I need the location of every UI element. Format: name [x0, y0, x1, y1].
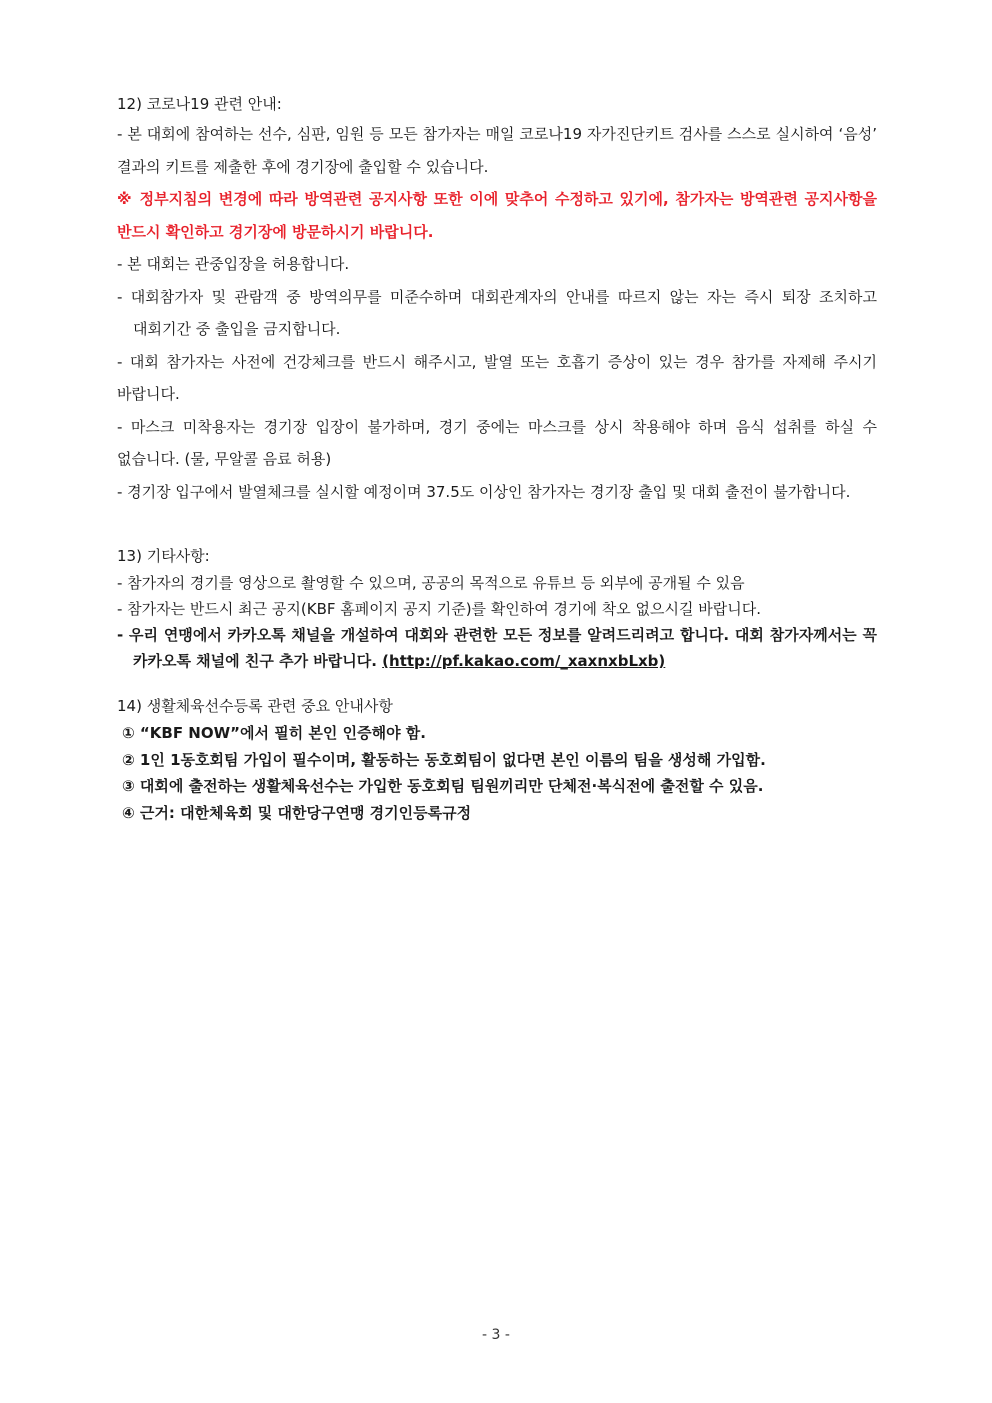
section-13-paragraph-notice-check: - 참가자는 반드시 최근 공지(KBF 홈페이지 공지 기준)를 확인하여 경기에 착오 없으시길 바랍니다. [117, 600, 761, 618]
section-13-title: 13) 기타사항: [117, 547, 210, 565]
section-13-paragraph-kakao [117, 622, 877, 674]
section-12-paragraph-health-check: - 대회 참가자는 사전에 건강체크를 반드시 해주시고, 발열 또는 호흡기 증상이 있는 경우 참가를 자제해 주시기 바랍니다. [117, 352, 877, 403]
section-14-item-2: ② 1인 1동호회팀 가입이 필수이며, 활동하는 동호회팀이 없다면 본인 이름의 팀을 생성해 가입함. [122, 750, 766, 769]
section-14-item-4: ④ 근거: 대한체육회 및 대한당구연맹 경기인등록규정 [122, 803, 472, 822]
section-13-paragraph-filming: - 참가자의 경기를 영상으로 촬영할 수 있으며, 공공의 목적으로 유튜브 등 외부에 공개될 수 있음 [117, 574, 745, 592]
section-14-item-3: ③ 대회에 출전하는 생활체육선수는 가입한 동호회팀 팀원끼리만 단체전·복식전에 출전할 수 있음. [122, 777, 764, 795]
section-12-paragraph-expulsion: - 대회참가자 및 관람객 중 방역의무를 미준수하며 대회관계자의 안내를 따르지 않는 자는 즉시 퇴장 조치하고 대회기간 중 출입을 금지합니다. [117, 287, 877, 338]
section-14-item-1: ① “KBF NOW”에서 필히 본인 인증해야 함. [122, 724, 426, 742]
page-number: - 3 - [482, 1327, 510, 1343]
section-12-paragraph-spectators: - 본 대회는 관중입장을 허용합니다. [117, 255, 350, 273]
section-14-title: 14) 생활체육선수등록 관련 중요 안내사항 [117, 697, 393, 715]
section-12-paragraph-test-kit: - 본 대회에 참여하는 선수, 심판, 임원 등 모든 참가자는 매일 코로나19 자가진단키트 검사를 스스로 실시하여 ‘음성’ 결과의 키트를 제출한 후에 경기장에 출입할 수 있습니다. [117, 125, 877, 176]
document-body [117, 90, 877, 826]
kakao-channel-link[interactable]: (http://pf.kakao.com/_xaxnxbLxb) [382, 652, 666, 670]
section-spacer [117, 674, 877, 692]
section-12-notice: ※ 정부지침의 변경에 따라 방역관련 공지사항 또한 이에 맞추어 수정하고 있기에, 참가자는 방역관련 공지사항을 반드시 확인하고 경기장에 방문하시기 바랍니다. [117, 190, 877, 241]
section-12-paragraph-fever-check: - 경기장 입구에서 발열체크를 실시할 예정이며 37.5도 이상인 참가자는 경기장 출입 및 대회 출전이 불가합니다. [117, 482, 851, 501]
section-12-paragraph-mask: - 마스크 미착용자는 경기장 입장이 불가하며, 경기 중에는 마스크를 상시 착용해야 하며 음식 섭취를 하실 수 없습니다. (물, 무알콜 음료 허용) [117, 417, 877, 468]
section-spacer [117, 508, 877, 542]
section-13-kakao-text: - 우리 연맹에서 카카오톡 채널을 개설하여 대회와 관련한 모든 정보를 알려드리려고 합니다. 대회 참가자께서는 꼭 카카오톡 채널에 친구 추가 바랍니다. [117, 626, 877, 670]
section-12-title: 12) 코로나19 관련 안내: [117, 95, 282, 113]
